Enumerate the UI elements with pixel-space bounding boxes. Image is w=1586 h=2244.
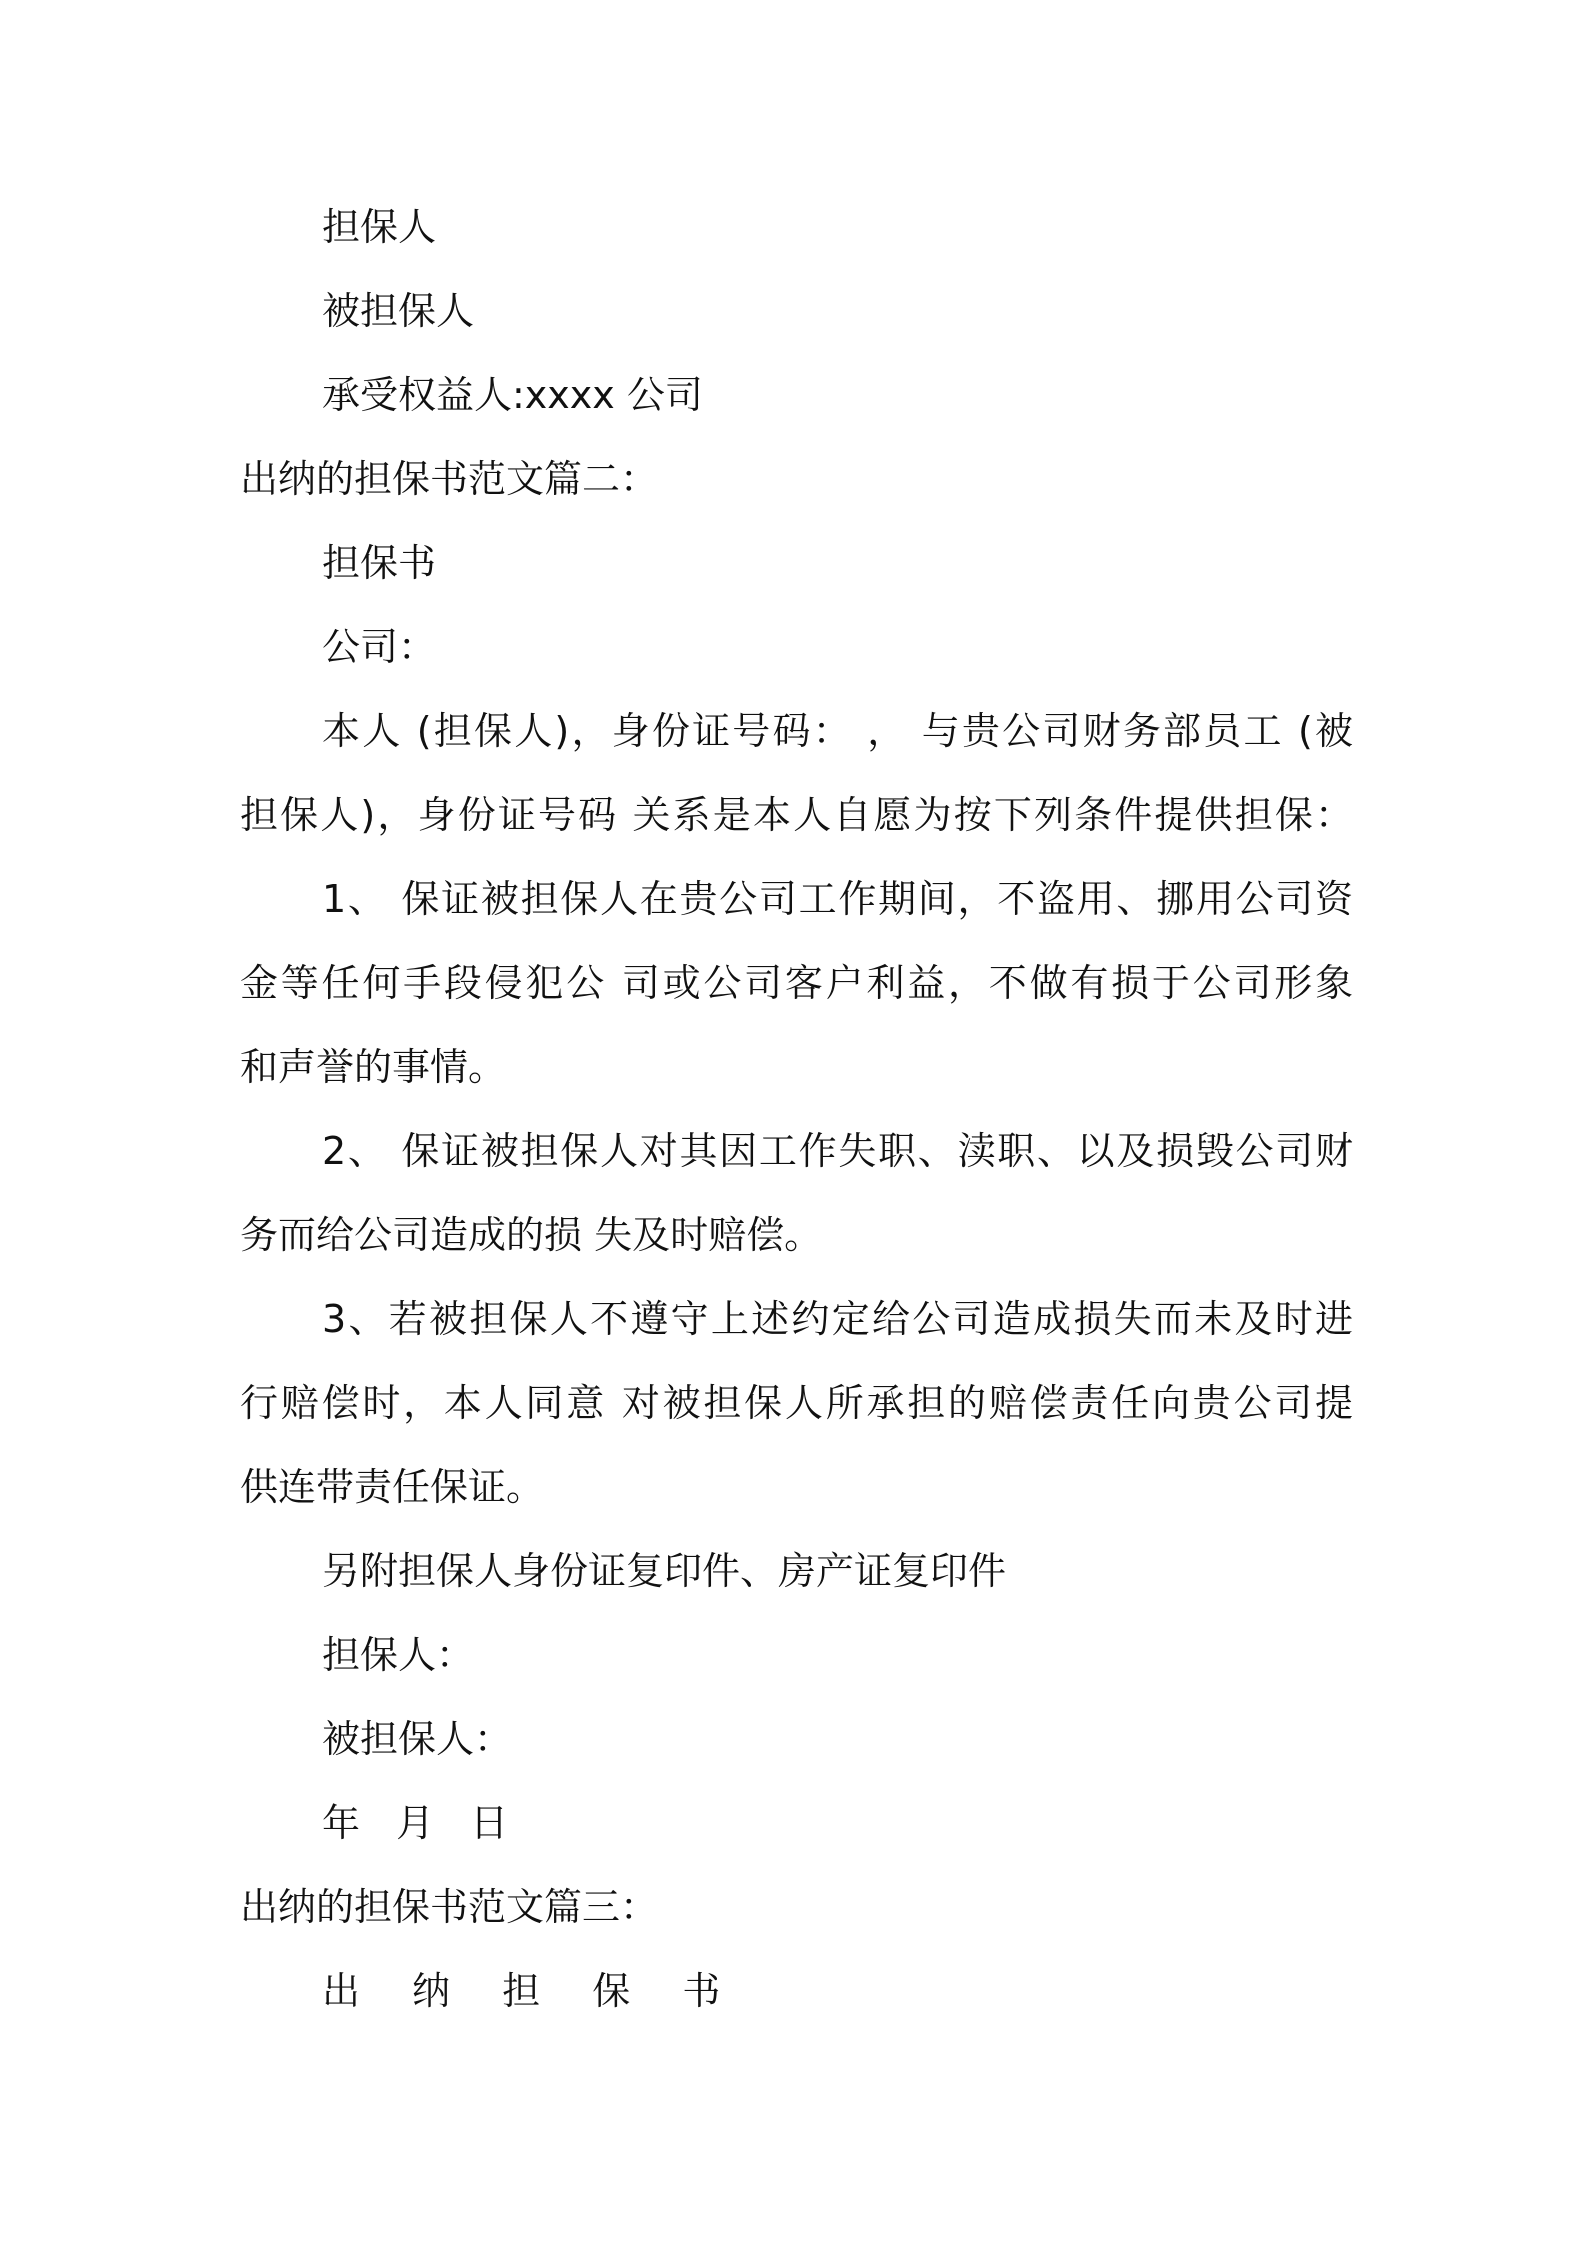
clause-2-line-2: 务而给公司造成的损 失及时赔偿。: [240, 1213, 823, 1257]
addressee-line: 公司：: [322, 625, 437, 669]
clause-3-line-1: 3、若被担保人不遵守上述约定给公司造成损失而未及时进: [322, 1297, 1353, 1341]
clause-2-line-1: 2、 保证被担保人对其因工作失职、渎职、以及损毁公司财: [322, 1129, 1353, 1173]
date-line: 年 月 日: [322, 1801, 521, 1845]
clause-1-line-3: 和声誉的事情。: [240, 1045, 507, 1089]
intro-paragraph-line-1: 本人 (担保人)，身份证号码： ， 与贵公司财务部员工 (被: [322, 709, 1353, 753]
clause-1-line-2: 金等任何手段侵犯公 司或公司客户利益，不做有损于公司形象: [240, 961, 1353, 1005]
intro-paragraph-line-2: 担保人)，身份证号码 关系是本人自愿为按下列条件提供担保：: [240, 793, 1353, 837]
clause-1-line-1: 1、 保证被担保人在贵公司工作期间，不盗用、挪用公司资: [322, 877, 1353, 921]
section-heading-two: 出纳的担保书范文篇二：: [240, 457, 659, 501]
guaranteed-party-label: 被担保人: [322, 289, 475, 333]
guarantor-label: 担保人: [322, 205, 437, 249]
beneficiary-line: 承受权益人:xxxx 公司: [322, 373, 703, 417]
cashier-guarantee-title: 出 纳 担 保 书: [322, 1969, 741, 2013]
guarantor-signature-label: 担保人：: [322, 1633, 475, 1677]
clause-3-line-2: 行赔偿时，本人同意 对被担保人所承担的赔偿责任向贵公司提: [240, 1381, 1353, 1425]
guaranteed-party-signature-label: 被担保人：: [322, 1717, 513, 1761]
document-title: 担保书: [322, 541, 437, 585]
attachment-note: 另附担保人身份证复印件、房产证复印件: [322, 1549, 1007, 1593]
section-heading-three: 出纳的担保书范文篇三：: [240, 1885, 659, 1929]
clause-3-line-3: 供连带责任保证。: [240, 1465, 545, 1509]
